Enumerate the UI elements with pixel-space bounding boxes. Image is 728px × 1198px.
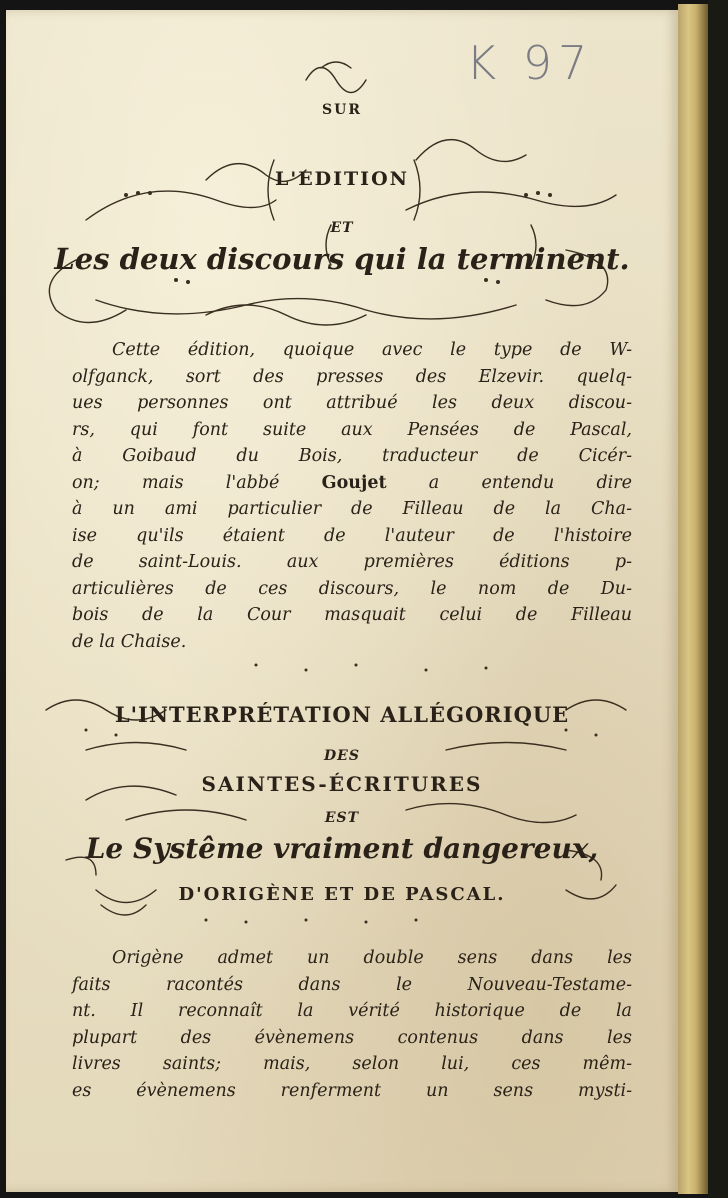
text-line: livres saints; mais, selon lui, ces mêm- <box>72 1054 632 1074</box>
text-line: Origène admet un double sens dans les <box>112 948 632 968</box>
text-fragment: a entendu dire <box>428 472 632 493</box>
text-line: olfganck, sort des presses des Elzevir. quelq- <box>72 366 632 387</box>
heading-origene-pascal: D'ORIGÈNE ET DE PASCAL. <box>178 884 506 905</box>
text-line: de la Chaise. <box>72 631 187 652</box>
text-line: à un ami particulier de Filleau de la Cha- <box>72 499 632 519</box>
manuscript-page <box>6 10 678 1192</box>
heading-edition: L'EDITION <box>275 168 409 190</box>
text-line: rs, qui font suite aux Pensées de Pascal, <box>72 419 632 440</box>
heading-des: DES <box>324 748 360 764</box>
text-line: à Goibaud du Bois, traducteur de Cicér- <box>72 446 632 466</box>
text-line: Cette édition, quoique avec le type de W- <box>112 340 632 360</box>
heading-et: ET <box>330 220 354 236</box>
text-line: de saint-Louis. aux premières éditions p- <box>72 552 632 572</box>
text-line: nt. Il reconnaît la vérité historique de la <box>72 1001 632 1021</box>
background-strip <box>708 0 728 1198</box>
emphasized-name: Goujet <box>321 472 387 493</box>
text-line: ues personnes ont attribué les deux discou- <box>72 393 632 413</box>
text-fragment: on; mais l'abbé <box>72 472 280 493</box>
text-line: bois de la Cour masquait celui de Filleau <box>72 605 632 625</box>
text-line-goujet <box>72 473 632 500</box>
shelfmark-pencil: K 97 <box>466 36 594 90</box>
heading-sur: SUR <box>322 102 362 118</box>
heading-est: EST <box>324 810 360 826</box>
text-line: ise qu'ils étaient de l'auteur de l'histoire <box>72 525 632 546</box>
heading-saintes-ecritures: SAINTES-ÉCRITURES <box>201 772 483 796</box>
paragraph-origene <box>72 948 632 1107</box>
heading-systeme: Le Systême vraiment dangereux, <box>85 832 599 865</box>
gilt-page-edge <box>678 4 708 1194</box>
text-line: articulières de ces discours, le nom de Du- <box>72 578 632 599</box>
heading-title: Les deux discours qui la terminent. <box>54 242 630 276</box>
text-line: plupart des évènemens contenus dans les <box>72 1027 632 1048</box>
paragraph-edition <box>72 340 632 658</box>
text-line: faits racontés dans le Nouveau-Testame- <box>72 974 632 995</box>
text-line: es évènemens renferment un sens mysti- <box>72 1080 632 1101</box>
heading-interpretation: L'INTERPRÉTATION ALLÉGORIQUE <box>114 702 570 727</box>
